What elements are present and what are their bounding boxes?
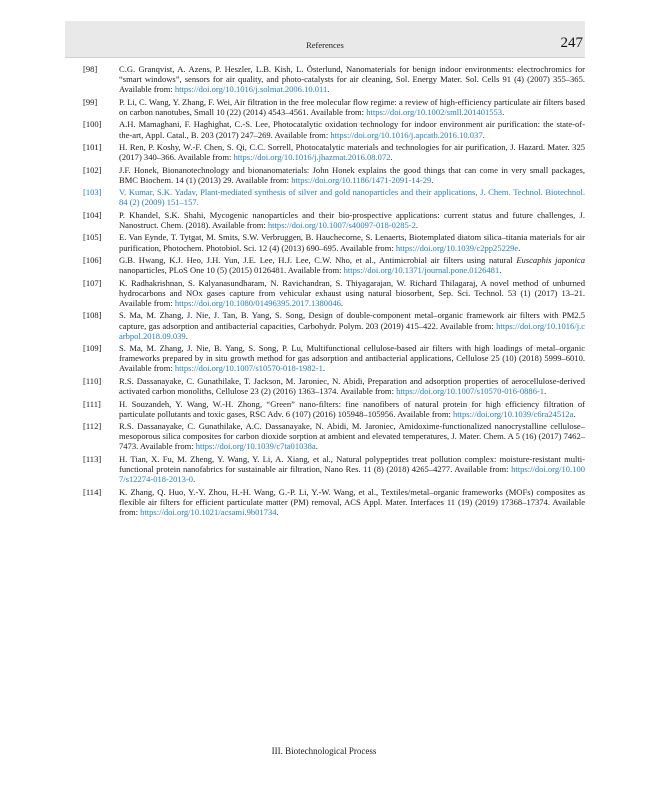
reference-entry — [83, 255, 585, 276]
reference-trailing-punct: . — [185, 330, 188, 341]
reference-text: H. Ren, P. Koshy, W.-F. Chen, S. Qi, C.C. Sorrell, Photocatalytic materials and technologies for air purification, J. Hazard. Mater. 325 (2017) 340–366. Available from: — [119, 141, 585, 163]
running-header — [65, 21, 585, 58]
reference-trailing-punct: . — [499, 265, 502, 276]
reference-entry — [83, 421, 585, 452]
reference-text: K. Zhang, Q. Huo, Y.-Y. Zhou, H.-H. Wang, G.-P. Li, Y.-W. Wang, et al., Textiles/metal–organic frameworks (MOFs) composites as flexible air filters for efficient particulate matter (PM) removal, ACS Appl. Mater. Interfaces 11 (19) (2019) 17368–17374. Available from: — [119, 486, 585, 517]
reference-number: [107] — [83, 277, 102, 288]
reference-text: J.F. Honek, Bionanotechnology and bionanomaterials: John Honek explains the good things that can come in very small packages, BMC Biochem. 14 (1) (2013) 29. Available from: — [119, 164, 585, 185]
reference-italic-term: Euscaphis japonica — [516, 255, 585, 266]
reference-entry — [83, 164, 585, 185]
reference-trailing-punct: . — [482, 129, 485, 140]
reference-entry — [83, 453, 585, 485]
reference-number: [101] — [83, 141, 102, 152]
reference-entry — [83, 343, 585, 374]
reference-trailing-punct: . — [431, 174, 434, 185]
reference-number: [98] — [83, 64, 98, 74]
reference-number: [110] — [83, 375, 102, 386]
reference-text: R.S. Dassanayake, C. Gunathilake, T. Jackson, M. Jaroniec, N. Abidi, Preparation and adsorption properties of aerocellulose-derived activated carbon monoliths, Cellulose 23 (2) (2016) 1363–1374. Available from: — [119, 375, 585, 397]
reference-text: R.S. Dassanayake, C. Gunathilake, A.C. Dassanayake, N. Abidi, M. Jaroniec, Amidoxime-functionalized nanocrystalline cellulose–mesoporous silica composites for carbon dioxide sorption at ambient and elevated temperatures, J. Mater. Chem. A 5 (16) (2017) 7462–7473. Available from: — [119, 421, 585, 452]
reference-number: [105] — [83, 232, 102, 243]
reference-trailing-punct: . — [322, 363, 325, 374]
reference-text: C.G. Granqvist, A. Azens, P. Heszler, L.B. Kish, L. Österlund, Nanomaterials for benign indoor environments: electrochromics for “smart windows”, sensors for air quality, and photo-catalysts for air cleaning, Sol. Energy Mater. Sol. Cells 91 (4) (2007) 355–365. Available from: — [119, 64, 585, 95]
reference-text: P. Li, C. Wang, Y. Zhang, F. Wei, Air filtration in the free molecular flow regime: a review of high-efficiency particulate air filters based on carbon nanotubes, Small 10 (22) (2014) 4543–4561. Available from: — [119, 96, 585, 117]
reference-text: S. Ma, M. Zhang, J. Nie, B. Yang, S. Song, P. Lu, Multifunctional cellulose-based air filters with high loadings of metal–organic frameworks prepared by in situ growth method for gas adsorption and antibacterial applications, Cellulose 25 (10) (2018) 5999–6010. Available from: — [119, 343, 585, 374]
reference-entry — [83, 187, 585, 208]
reference-trailing-punct: . — [518, 242, 521, 253]
reference-entry — [83, 375, 585, 397]
reference-number: [99] — [83, 96, 98, 107]
reference-trailing-punct: . — [193, 474, 196, 485]
reference-entry — [83, 277, 585, 308]
reference-list — [83, 64, 585, 519]
reference-text: G.B. Hwang, K.J. Heo, J.H. Yun, J.E. Lee, H.J. Lee, C.W. Nho, et al., Antimicrobial air filters using natural — [119, 255, 517, 266]
reference-entry — [83, 232, 585, 253]
doi-link[interactable]: https://doi.org/10.1007/s12274-018-2013-0 — [119, 464, 585, 485]
reference-text: K. Radhakrishnan, S. Kalyanasundharam, N. Ravichandran, S. Thiyagarajan, W. Richard Thilagaraj, A novel method of unburned hydrocarbons and NOx gases capture from vehicular exhaust using natural biosorbent, Sep. Sci. Technol. 53 (1) (2017) 13–21. Available from: — [119, 277, 585, 308]
reference-number: [106] — [83, 255, 102, 266]
reference-entry — [83, 96, 585, 117]
doi-link[interactable]: https://doi.org/10.1016/j.solmat.2006.10.011 — [174, 84, 328, 95]
doi-link[interactable]: https://doi.org/10.1186/1471-2091-14-29 — [291, 174, 432, 185]
reference-text: E. Van Eynde, T. Tytgat, M. Smits, S.W. Verbruggen, B. Hauchecorne, S. Lenaerts, Biotemplated diatom silica–titania materials for air purification, Photochem. Photobiol. Sci. 12 (4) (2013) 690–695. Available from: — [119, 232, 585, 253]
reference-trailing-punct: . — [327, 84, 330, 95]
page-number: 247 — [560, 35, 583, 51]
reference-number: [100] — [83, 119, 102, 130]
reference-entry — [83, 398, 585, 419]
reference-entry — [83, 64, 585, 95]
reference-number: [103] — [83, 187, 102, 198]
doi-link[interactable]: https://doi.org/10.1371/journal.pone.0126481 — [343, 265, 500, 276]
reference-trailing-punct: . — [340, 297, 344, 308]
reference-entry — [83, 486, 585, 517]
reference-number: [108] — [83, 310, 102, 321]
reference-number: [112] — [83, 421, 102, 432]
reference-number: [113] — [83, 453, 102, 464]
reference-number: [114] — [83, 486, 102, 497]
reference-text: H. Tian, X. Fu, M. Zheng, Y. Wang, Y. Li, A. Xiang, et al., Natural polypeptides treat pollution complex: moisture-resistant multi-functional protein nanofabrics for sustainable air filtration, Nano Res. 11 (8) (2018) 4265–4277. Available from: — [119, 453, 585, 475]
reference-trailing-punct: . — [502, 106, 505, 117]
reference-text: nanoparticles, PLoS One 10 (5) (2015) 0126481. Available from: — [119, 265, 344, 276]
reference-trailing-punct: . — [390, 152, 393, 163]
reference-entry — [83, 310, 585, 341]
doi-link[interactable]: https://doi.org/10.1080/01496395.2017.1380046 — [174, 297, 341, 308]
reference-trailing-punct: . — [573, 408, 576, 419]
reference-text: A.H. Mamaghani, F. Haghighat, C.-S. Lee, Photocatalytic oxidation technology for indoor environment air purification: the state-of-the-art, Appl. Catal., B. 203 (2017) 247–269. Available from: — [119, 119, 585, 140]
doi-link[interactable]: https://doi.org/10.1016/j.carbpol.2018.09.039 — [119, 320, 585, 341]
reference-number: [102] — [83, 164, 102, 175]
doi-link[interactable]: https://doi.org/10.1021/acsami.9b01734 — [140, 507, 277, 517]
reference-entry — [83, 141, 585, 163]
reference-text: V. Kumar, S.K. Yadav, Plant-mediated synthesis of silver and gold nanoparticles and their applications, J. Chem. Technol. Biotechnol. 84 (2) (2009) 151–157. — [119, 187, 585, 208]
doi-link[interactable]: https://doi.org/10.1039/c7ta01038a — [195, 441, 316, 452]
doi-link[interactable]: https://doi.org/10.1002/smll.201401553 — [366, 106, 503, 117]
running-header-title: References — [306, 40, 344, 50]
reference-trailing-punct: . — [415, 219, 419, 230]
reference-trailing-punct: . — [315, 441, 318, 452]
reference-trailing-punct: . — [544, 386, 547, 397]
reference-number: [109] — [83, 343, 102, 354]
reference-number: [104] — [83, 209, 102, 220]
doi-link[interactable]: https://doi.org/10.1016/j.jhazmat.2016.08.072 — [233, 152, 391, 163]
reference-entry — [83, 209, 585, 230]
reference-number: [111] — [83, 398, 101, 409]
reference-entry — [83, 119, 585, 140]
reference-text: H. Souzandeh, Y. Wang, W.-H. Zhong, “Green” nano-filters: fine nanofibers of natural protein for high efficiency filtration of particulate pollutants and toxic gases, RSC Adv. 6 (107) (2016) 105948–105956. Available from: — [119, 398, 585, 419]
doi-link[interactable]: https://doi.org/10.1039/c6ra24512a — [453, 408, 574, 419]
doi-link[interactable]: https://doi.org/10.1007/s10570-018-1982-1 — [174, 363, 323, 374]
reference-text: S. Ma, M. Zhang, J. Nie, J. Tan, B. Yang, S. Song, Design of double-component metal–organic framework air filters with PM2.5 capture, gas adsorption and antibacterial capacities, Carbohydr. Polym. 203 (2019) 415–422. Available from: — [119, 310, 585, 331]
reference-text: P. Khandel, S.K. Shahi, Mycogenic nanoparticles and their bio-prospective applications: current status and future challenges, J. Nanostruct. Chem. (2018). Available from: — [119, 209, 585, 230]
doi-link[interactable]: https://doi.org/10.1016/j.apcatb.2016.10.037 — [330, 129, 483, 140]
doi-link[interactable]: https://doi.org/10.1007/s10570-016-0886-1 — [396, 386, 545, 397]
running-footer: III. Biotechnological Process — [271, 746, 377, 756]
doi-link[interactable]: https://doi.org/10.1039/c2pp25229e — [395, 242, 519, 253]
reference-trailing-punct: . — [276, 507, 279, 517]
doi-link[interactable]: https://doi.org/10.1007/s40097-018-0285-2 — [267, 219, 416, 230]
